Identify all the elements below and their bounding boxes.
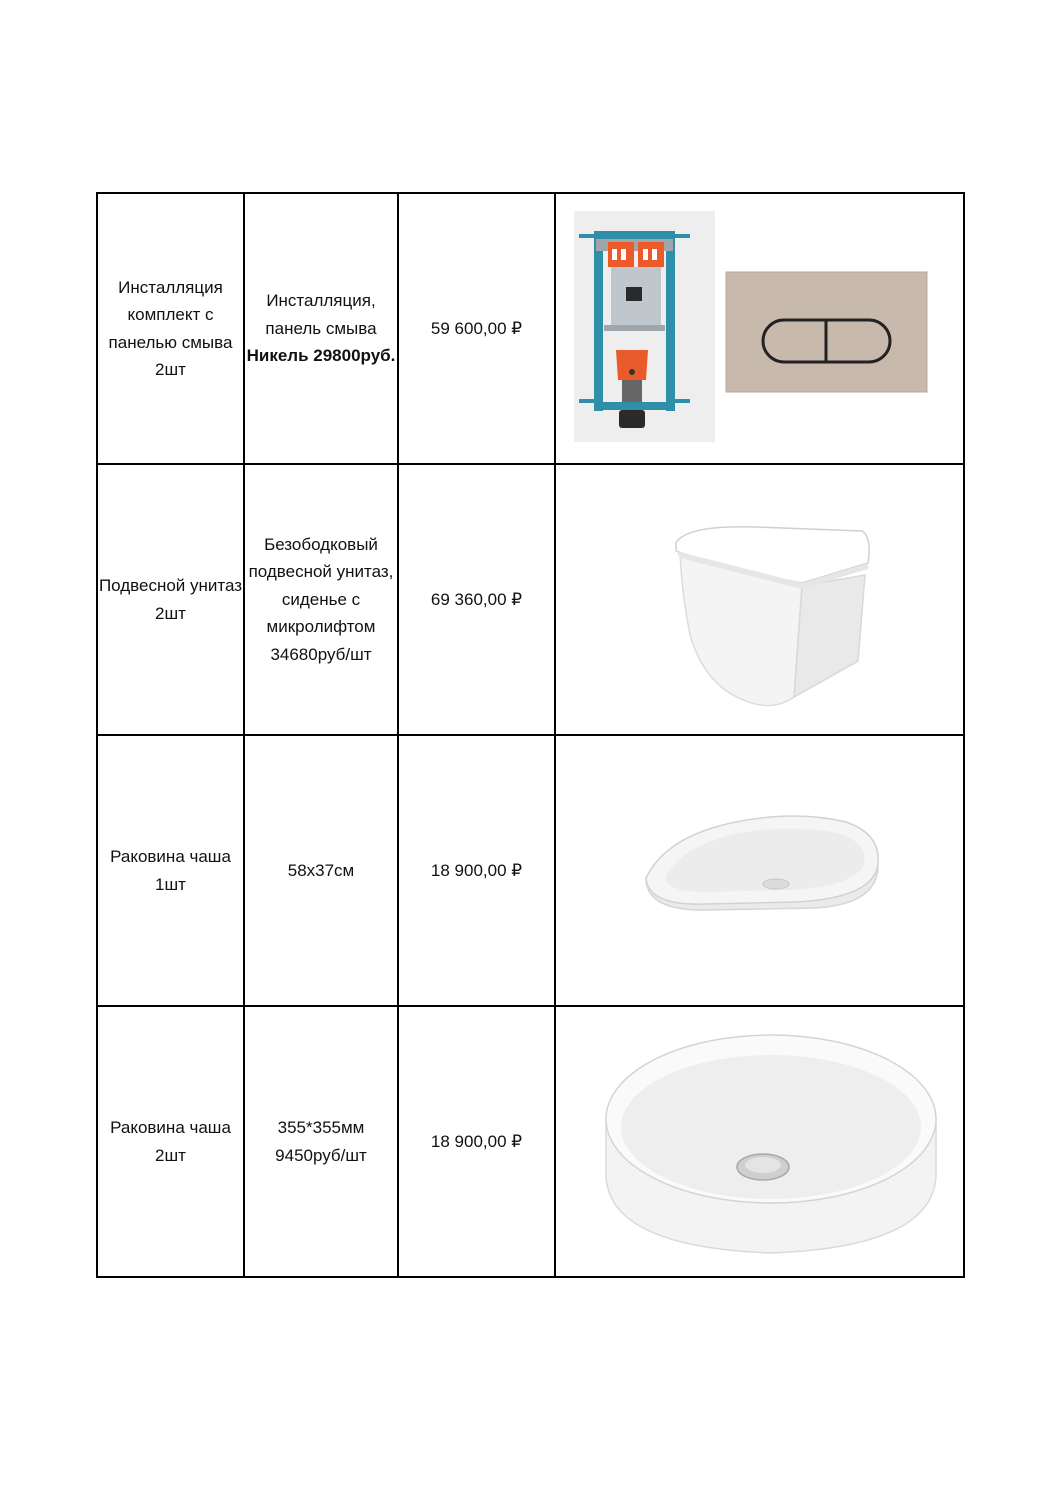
product-desc-cell [244, 735, 398, 1006]
product-image-cell [555, 1006, 964, 1277]
product-name: Подвесной унитаз 2шт [98, 576, 243, 623]
product-price: 18 900,00 ₽ [430, 860, 523, 880]
product-desc-cell [244, 193, 398, 464]
wall-hung-toilet-image [556, 465, 963, 734]
product-desc-cell [244, 1006, 398, 1277]
products-table [96, 192, 965, 1278]
table-row [97, 193, 964, 464]
table-row [97, 464, 964, 735]
product-price: 69 360,00 ₽ [430, 589, 523, 609]
product-name-cell [97, 735, 244, 1006]
product-name: Раковина чаша 2шт [110, 1118, 231, 1165]
product-price: 18 900,00 ₽ [430, 1131, 523, 1151]
product-image-cell [555, 193, 964, 464]
product-name-cell [97, 464, 244, 735]
product-price-cell [398, 735, 555, 1006]
product-price-cell [398, 193, 555, 464]
product-desc-bold: Никель 29800руб. [246, 346, 396, 366]
oval-vessel-sink-image [556, 736, 963, 1005]
product-name-cell [97, 1006, 244, 1277]
table-row [97, 735, 964, 1006]
product-image-cell [555, 735, 964, 1006]
product-desc: Инсталляция, панель смыва [265, 291, 377, 338]
round-vessel-sink-image [556, 1007, 963, 1276]
product-desc-cell [244, 464, 398, 735]
product-image-cell [555, 464, 964, 735]
product-desc: 355*355мм 9450руб/шт [275, 1118, 367, 1165]
product-desc: Безободковый подвесной унитаз, сиденье с микролифтом 34680руб/шт [248, 534, 394, 664]
product-price-cell [398, 464, 555, 735]
product-name: Инсталляция комплект с панелью смыва 2шт [108, 277, 233, 379]
installation-frame-image [556, 194, 963, 463]
table-row [97, 1006, 964, 1277]
product-price: 59 600,00 ₽ [430, 318, 523, 338]
product-desc: 58х37см [287, 860, 355, 880]
product-name-cell [97, 193, 244, 464]
product-name: Раковина чаша 1шт [110, 847, 231, 894]
product-price-cell [398, 1006, 555, 1277]
